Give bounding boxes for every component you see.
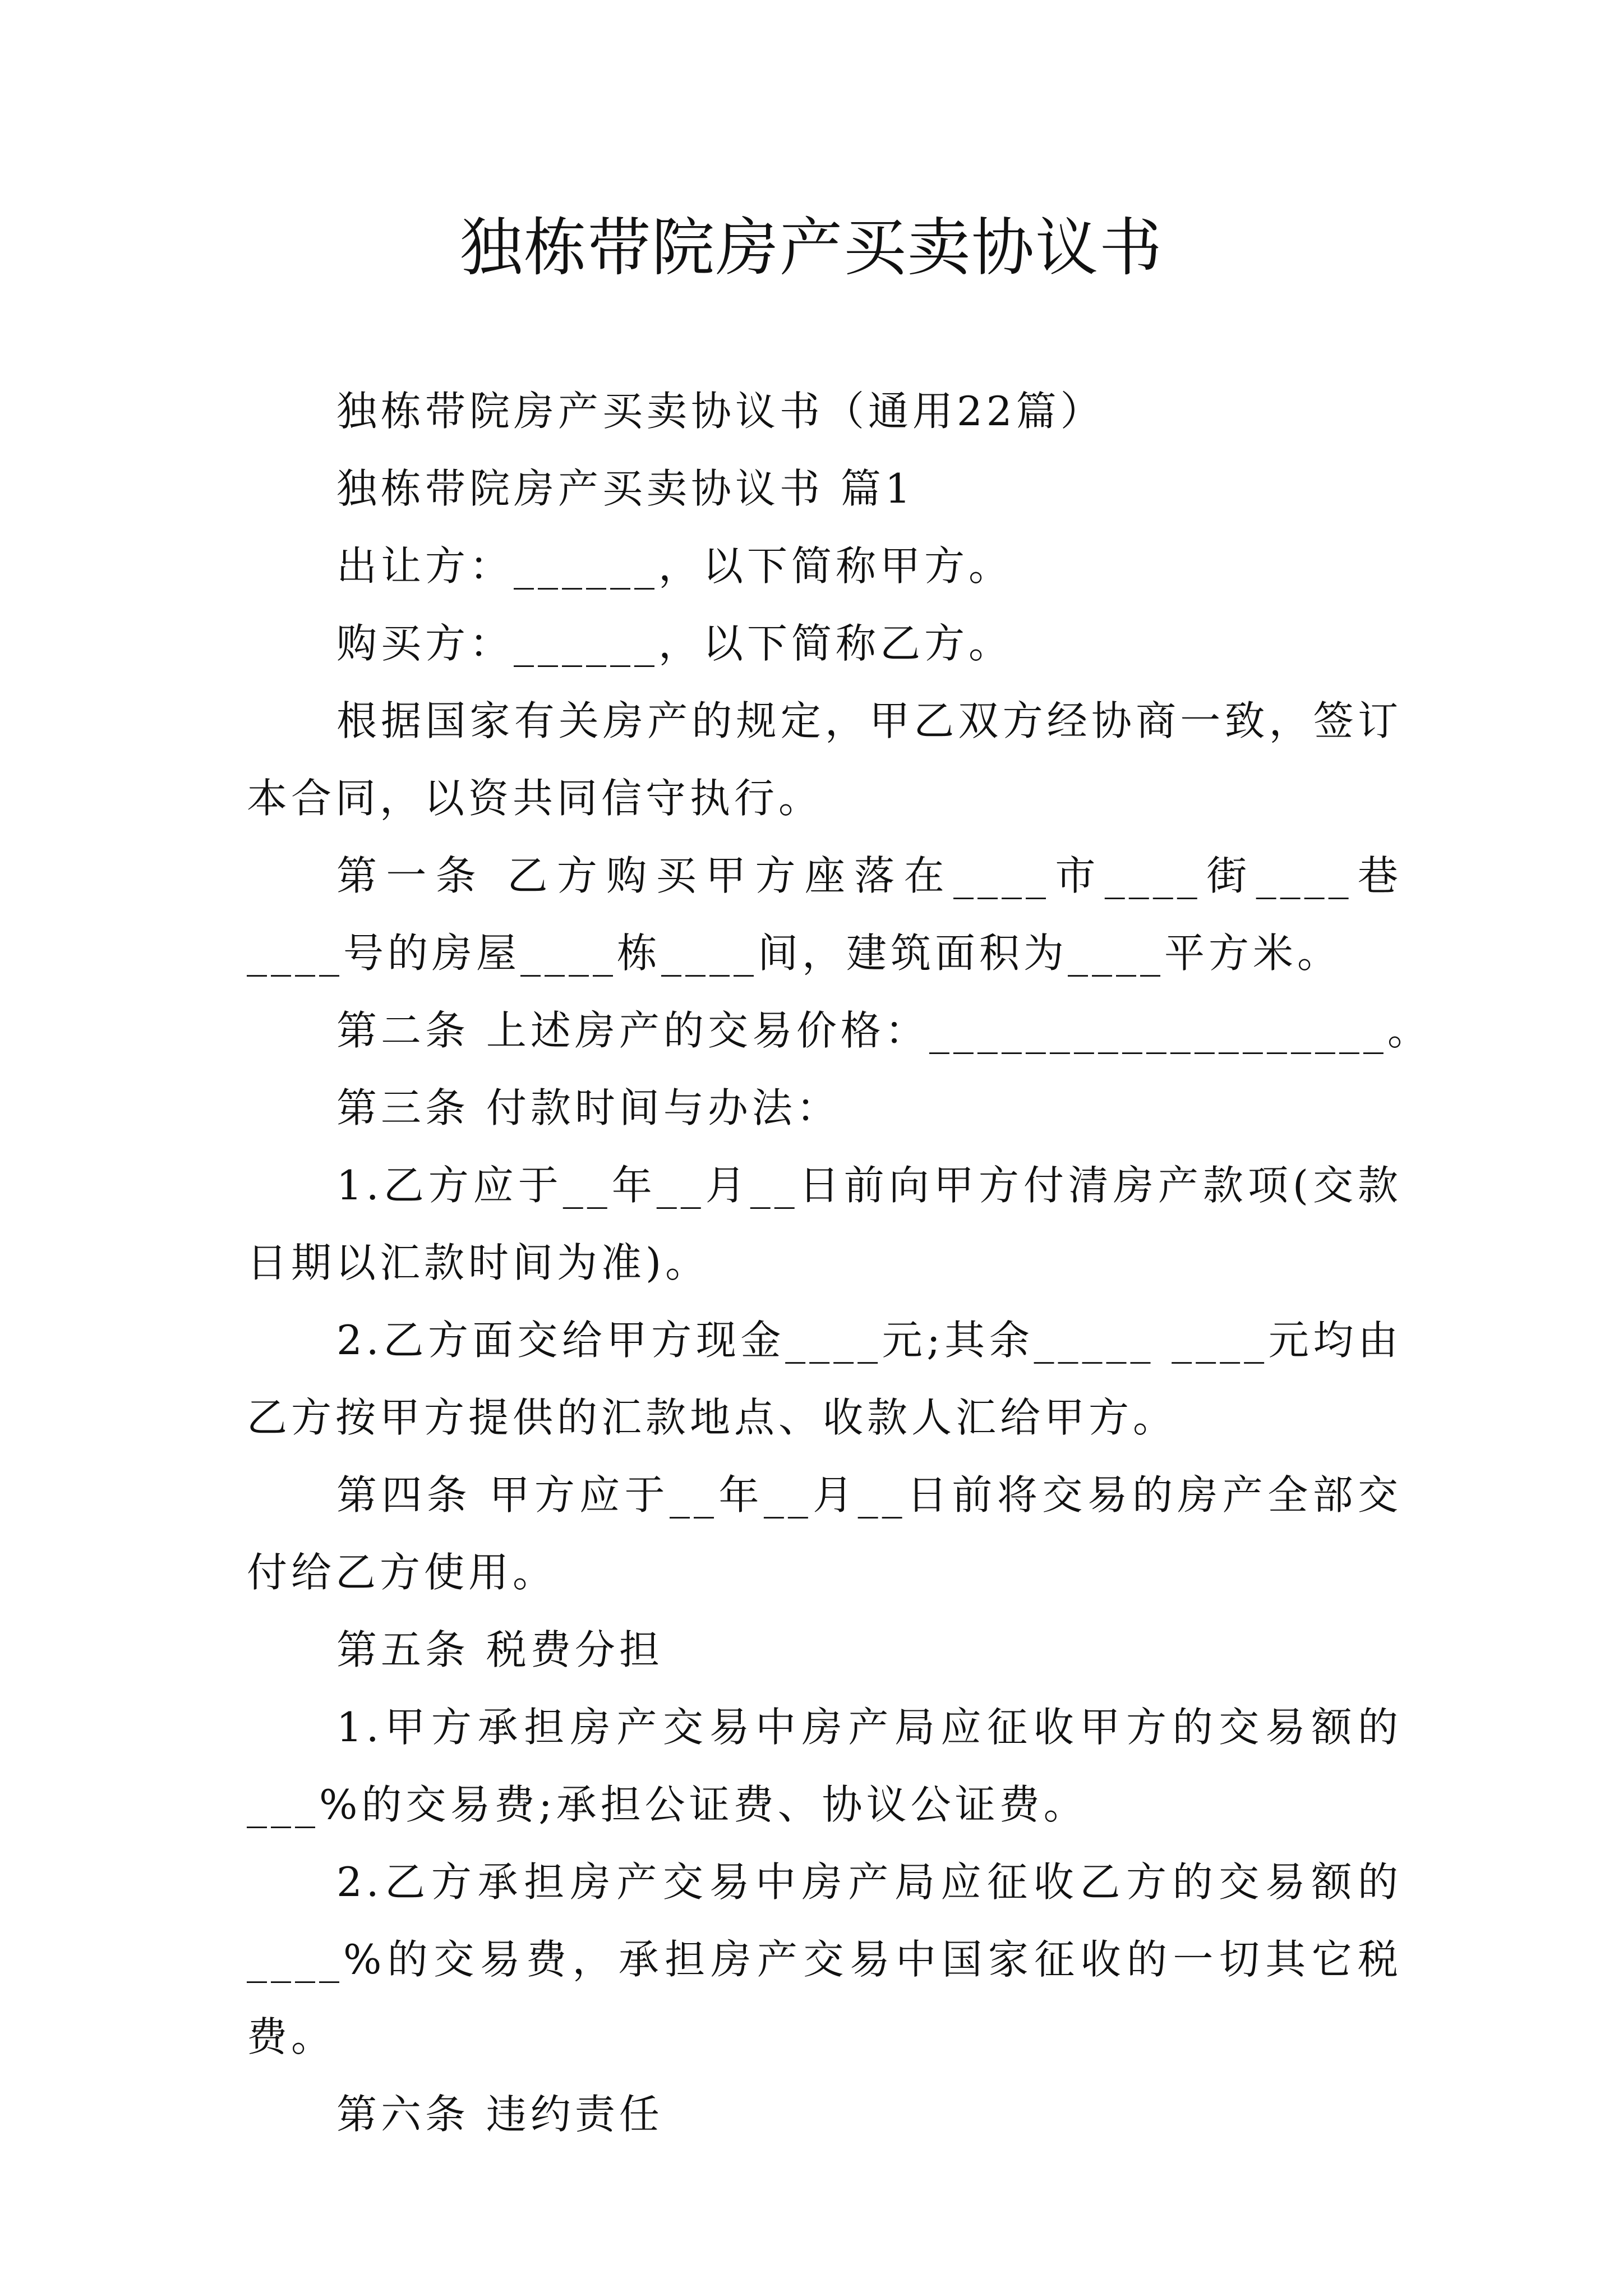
section-heading: 独栋带院房产买卖协议书 篇1 [336,465,915,512]
document-title: 独栋带院房产买卖协议书 [460,211,1163,284]
article-4: 第四条 甲方应于__年__月__日前将交易的房产全部交付给乙方使用。 [247,1471,1402,1596]
article-3-item-2: 2.乙方面交给甲方现金____元;其余_____ ____元均由乙方按甲方提供的汇款地点、收款人汇给甲方。 [247,1317,1402,1441]
article-5-item-1: 1.甲方承担房产交易中房产局应征收甲方的交易额的___%的交易费;承担公证费、协议公证费。 [247,1704,1402,1828]
article-5-heading: 第五条 税费分担 [336,1626,663,1673]
preamble-paragraph: 根据国家有关房产的规定，甲乙双方经协商一致，签订本合同，以资共同信守执行。 [247,697,1402,822]
document-body [247,372,1432,2153]
article-5-item-2: 2.乙方承担房产交易中房产局应征收乙方的交易额的____%的交易费，承担房产交易中国家征收的一切其它税费。 [247,1858,1402,2060]
article-2: 第二条 上述房产的交易价格：___________________。 [336,1007,1432,1054]
article-1: 第一条 乙方购买甲方座落在____市____街____巷____号的房屋____栋____间，建筑面积为____平方米。 [247,852,1402,977]
subtitle-paragraph: 独栋带院房产买卖协议书（通用22篇） [336,388,1105,435]
seller-line: 出让方：______，以下简称甲方。 [336,542,1013,590]
article-3-item-1: 1.乙方应于__年__月__日前向甲方付清房产款项(交款日期以汇款时间为准)。 [247,1162,1402,1286]
article-3-heading: 第三条 付款时间与办法： [336,1084,841,1131]
article-6-heading: 第六条 违约责任 [336,2091,663,2138]
buyer-line: 购买方：______，以下简称乙方。 [336,620,1013,667]
